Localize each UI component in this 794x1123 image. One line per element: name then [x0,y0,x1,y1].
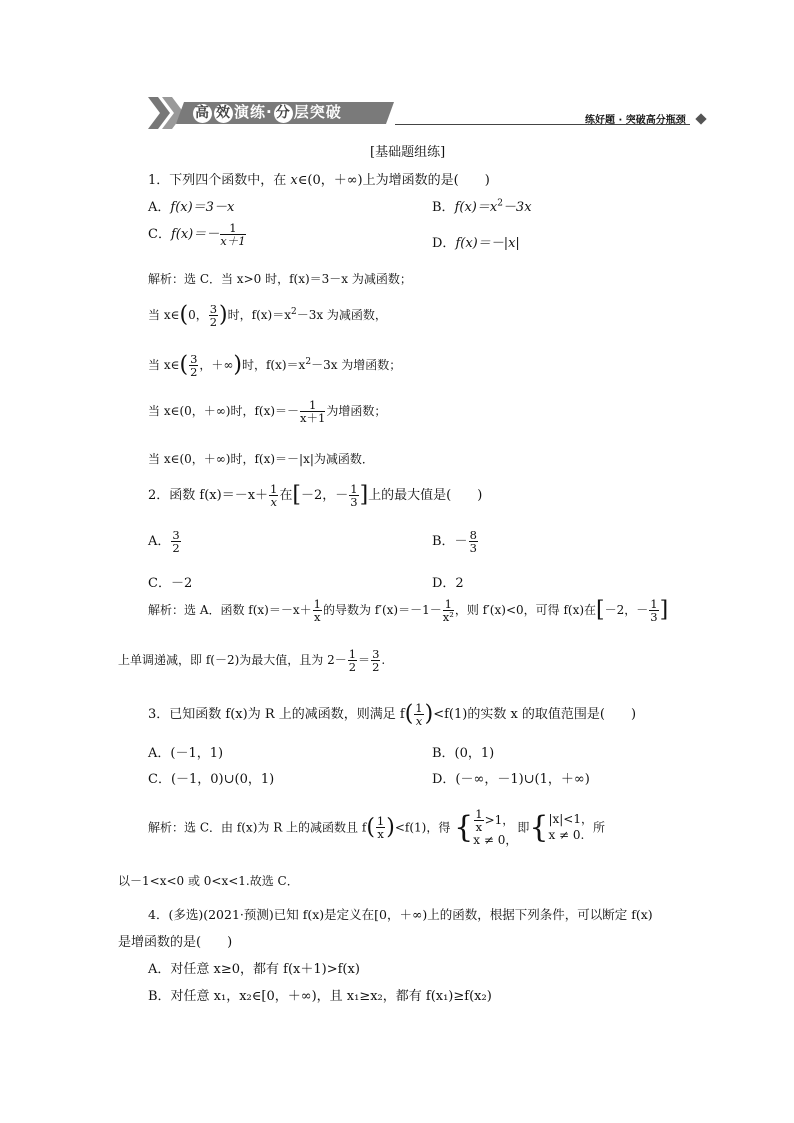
q1-solution-line-4: 当 x∈(0，＋∞)时，f(x)＝－ $\frac{1}{x+1}$ 为增函数； [148,398,387,426]
header-title [192,101,342,123]
q1-solution-line-5: 当 x∈(0，＋∞)时，f(x)＝－|x|为减函数． [148,452,374,466]
q1-solution-line-3: 当 x∈( $\frac{3}{2}$ ，＋∞)时，$f(x)=x^2-3x$ 为增函数； [148,352,402,380]
header-title-dot: · [266,103,273,121]
header-title-text: 演练 [234,103,267,121]
q1-option-c: C．f(x)＝－ $\frac{1}{x+1}$ [148,221,246,249]
q2-solution-line-2: 上单调递减，即 f(－2)为最大值，且为 2－ $\frac{1}{2}$ ＝ $\frac{3}{2}$ . [118,647,386,675]
q2-option-a: A． $\frac{3}{2}$ [148,528,180,556]
q2-option-c: C．－2 [148,576,193,591]
q3-option-d: D．(－∞，－1)∪(1，＋∞) [432,772,590,787]
header-slogan: 练好题 · 突破高分瓶颈 [585,115,686,126]
header-title-char: 效 [216,105,231,121]
question-4-stem-line-2: 是增函数的是( ) [118,935,233,950]
q3-option-b: B．(0，1) [432,746,495,761]
q4-option-b: B．对任意 x₁，x₂∈[0，＋∞)，且 x₁≥x₂，都有 f(x₁)≥f(x₂) [148,989,492,1004]
q3-solution-line-2: 以－1<x<0 或 0<x<1.故选 C． [118,874,299,888]
q1-solution-line-2: 当 x∈(0， $\frac{3}{2}$ )时，$f(x)=x^2-3x$ 为减函数， [148,302,387,330]
q4-option-a: A．对任意 x≥0，都有 f(x＋1)>f(x) [148,962,360,977]
section-title: [基础题组练] [370,145,446,160]
question-4-stem-line-1: 4．(多选)(2021·预测)已知 f(x)是定义在[0，＋∞)上的函数，根据下列条件，可以断定 f(x) [148,907,653,922]
header-title-char: 分 [275,105,291,121]
q2-solution-line-1: 解析：选 A．函数 f(x)＝－x＋ $\frac{1}{x}$ 的导数为 f′(x)＝－1－ $\frac{1}{\text{x²}}$ ，则 f′(x)<0，可得 f(x)在[－2，－ $\frac{1}{3}$ ] [148,597,669,625]
q3-option-a: A．(－1，1) [148,746,224,761]
header-title-char: 高 [195,105,210,121]
q3-solution-line-1: 解析：选 C．由 f(x)为 R 上的减函数且 f( $\frac{1}{x}$ )<f(1)，得 { $\frac{1}{x}$ >1， x ≠ 0， 即{ |x|<1， x ≠ 0. 所 [148,807,606,848]
question-2-stem: 2．函数 f(x)＝－x＋ $\frac{1}{x}$ 在[－2，－ $\frac{1}{3}$ ]上的最大值是( ) [148,482,483,510]
q3-option-c: C．(－1，0)∪(0，1) [148,772,275,787]
diamond-icon [695,113,706,124]
question-1-stem: 1．下列四个函数中，在 x∈(0，＋∞)上为增函数的是( ) [148,173,490,188]
q1-solution-line-1: 解析：选 C．当 x>0 时，f(x)＝3－x 为减函数； [148,272,412,286]
header-title-text: 层突破 [293,103,342,121]
q1-option-d: D．f(x)＝－|x| [432,236,520,251]
q2-option-d: D．2 [432,576,464,591]
q2-option-b: B．－ $\frac{8}{3}$ [432,528,477,556]
q1-option-a: A．f(x)＝3－x [148,200,235,215]
question-3-stem: 3．已知函数 f(x)为 R 上的减函数，则满足 f( $\frac{1}{x}$ )<f(1)的实数 x 的取值范围是( ) [148,701,637,729]
q1-option-b: B．$f(x)=x^2-3x$ [432,198,532,215]
